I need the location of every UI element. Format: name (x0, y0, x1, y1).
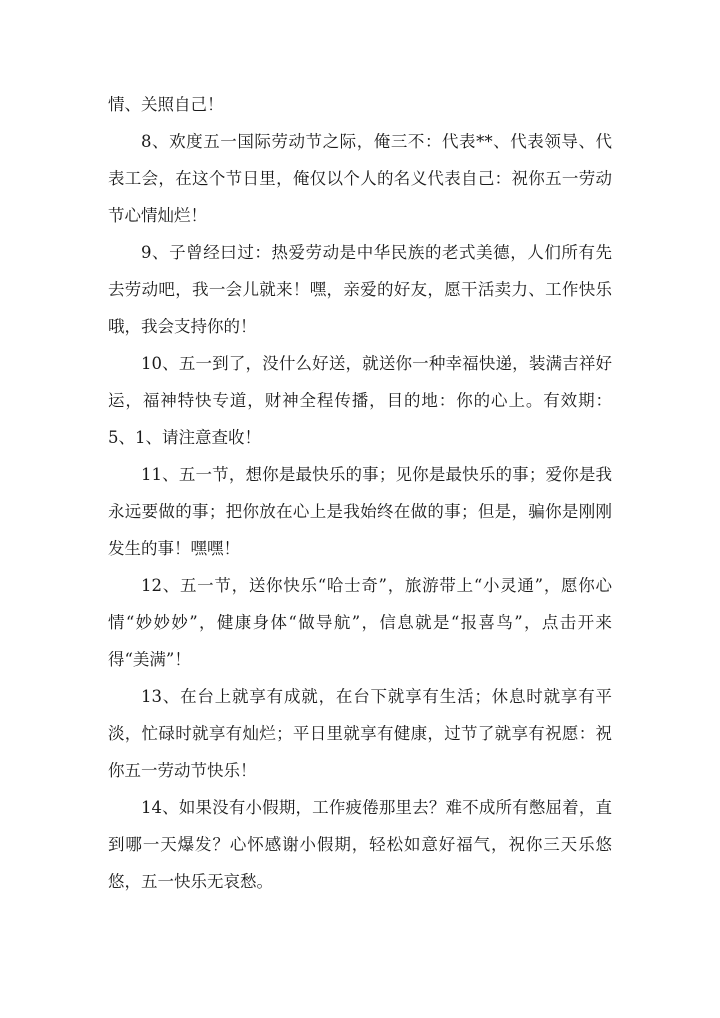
paragraph-item-13: 13、在台上就享有成就，在台下就享有生活；休息时就享有平淡，忙碌时就享有灿烂；平日里就享有健康，过节了就享有祝愿：祝你五一劳动节快乐！ (108, 687, 612, 780)
paragraph-item-10: 10、五一到了，没什么好送，就送你一种幸福快递，装满吉祥好运，福神特快专道，财神全程传播，目的地：你的心上。有效期：5、1、请注意查收！ (108, 354, 612, 447)
paragraph-item-11: 11、五一节，想你是最快乐的事；见你是最快乐的事；爱你是我永远要做的事；把你放在心上是我始终在做的事；但是，骗你是刚刚发生的事！嘿嘿！ (108, 465, 612, 558)
paragraph-item-8: 8、欢度五一国际劳动节之际，俺三不：代表**、代表领导、代表工会，在这个节日里，俺仅以个人的名义代表自己：祝你五一劳动节心情灿烂！ (108, 132, 612, 225)
paragraph-item-14: 14、如果没有小假期，工作疲倦那里去？难不成所有憋屈着，直到哪一天爆发？心怀感谢小假期，轻松如意好福气，祝你三天乐悠悠，五一快乐无哀愁。 (108, 798, 612, 891)
paragraph-continuation: 情、关照自己！ (108, 95, 224, 114)
paragraph-item-9: 9、子曾经曰过：热爱劳动是中华民族的老式美德，人们所有先去劳动吧，我一会儿就来！嘿，亲爱的好友，愿干活卖力、工作快乐哦，我会支持你的！ (108, 243, 612, 336)
document-body (108, 86, 612, 900)
paragraph-item-12: 12、五一节，送你快乐“哈士奇”，旅游带上“小灵通”，愿你心情“妙妙妙”，健康身体“做导航”，信息就是“报喜鸟”，点击开来得“美满”！ (108, 576, 612, 669)
